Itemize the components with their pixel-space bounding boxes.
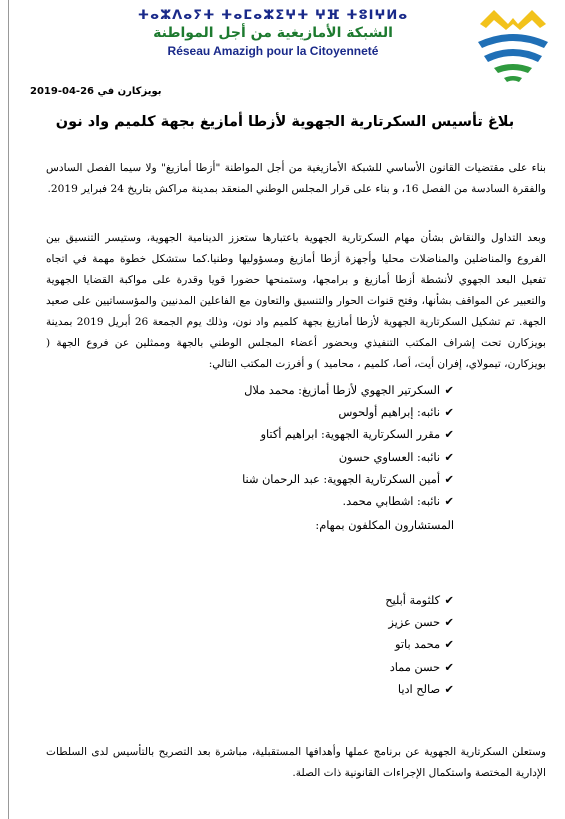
checkmark-icon: ✔ (444, 384, 454, 397)
letterhead-french: Réseau Amazigh pour la Citoyenneté (167, 44, 379, 58)
checkmark-icon: ✔ (444, 494, 454, 508)
checkmark-icon: ✔ (444, 594, 454, 607)
checkmark-icon: ✔ (444, 638, 454, 652)
paragraph-1: بناء على مقتضيات القانون الأساسي للشبكة الأمازيغية من أجل المواطنة "أزطا أمازيغ" ولا سيما الفصل السادس والفقرة السادسة من الفصل 16، و بناء على قرار المجلس الوطني المنعقد بمدينة مراكش بتاريخ 24 فبراير 2019. (46, 162, 546, 195)
list-item: ✔نائبه: العساوي حسون (120, 447, 454, 469)
list-item: ✔نائبه: اشطابي محمد. (120, 491, 454, 513)
letterhead-tifinagh: ⵜⴰⵣⴷⴰⵢⵜ ⵜⴰⵎⴰⵣⵉⵖⵜ ⵖⴼ ⵜⵓⵏⵖⵍⴰ (137, 8, 409, 23)
checkmark-icon: ✔ (444, 682, 454, 696)
paragraph-2: وبعد التداول والنقاش بشأن مهام السكرتارية الجهوية باعتبارها ستعزز الدينامية الجهوية، وستيسر التنسيق بين الفروع والمناضلين والمناضلات محليا وأجهزة أزطا أمازيغ ومسؤوليها وطنيا.كما ستشكل خطوة مهمة في اتجاه تفعيل البعد الجهوي لأنشطة أزطا أمازيغ و برامجها، وستمنحها حضورا قويا وقدرة على مواكبة القضايا الجهوية والتعبير عن المواقف بشأنها، وفتح قنوات الحوار والتنسيق والتعاون مع الفاعلين المدنيين والمؤسساتيين على صعيد الجهة. تم تشكيل السكرتارية الجهوية لأزطا أمازيغ بجهة كلميم واد نون، وذلك يوم الجمعة 26 أبريل 2019 بمدينة بويزكارن تحت إشراف المكتب التنفيذي وبحضور أعضاء المجلس الوطني بالجهة وممثلين عن فروع الجهة ( بويزكارن، تيمولاي، إفران أيت، أصا، كلميم ، محاميد ) و أفرزت المكتب التالي: (46, 232, 546, 370)
list-item: ✔حسن مماد (120, 657, 454, 679)
page-edge-line (8, 0, 9, 819)
letterhead-arabic: الشبكة الأمازيغية من أجل المواطنة (153, 25, 393, 41)
list-item: ✔أمين السكرتارية الجهوية: عبد الرحمان شنا (120, 469, 454, 491)
list-item: ✔محمد باتو (120, 634, 454, 656)
paragraph-3: وستعلن السكرتارية الجهوية عن برنامج عملها وأهدافها المستقبلية، مباشرة بعد التصريح بالتأسيس لدى السلطات الإدارية المختصة واستكمال الإجراءات القانونية ذات الصلة. (46, 746, 546, 779)
list-item: ✔صالح اديا (120, 679, 454, 701)
checkmark-icon: ✔ (444, 616, 454, 630)
list-item: ✔نائبه: إبراهيم أولحوس (120, 402, 454, 424)
checkmark-icon: ✔ (444, 406, 454, 420)
checkmark-icon: ✔ (444, 660, 454, 674)
document-title: بلاغ تأسيس السكرتارية الجهوية لأزطا أمازيغ بجهة كلميم واد نون (55, 114, 515, 130)
checkmark-icon: ✔ (444, 472, 454, 486)
advisors-list (120, 590, 454, 701)
list-item: ✔السكرتير الجهوي لأزطا أمازيغ: محمد ملال (120, 380, 454, 402)
list-item: ✔مقرر السكرتارية الجهوية: ابراهيم أكتاو (120, 424, 454, 446)
organization-logo-icon (470, 6, 556, 86)
list-item: ✔حسن عزيز (120, 612, 454, 634)
list-item: ✔كلثومة أبليح (120, 590, 454, 612)
office-list (120, 380, 454, 537)
checkmark-icon: ✔ (444, 450, 454, 464)
letterhead (128, 8, 418, 58)
advisors-heading: المستشارون المكلفون بمهام: (315, 519, 454, 533)
checkmark-icon: ✔ (444, 428, 454, 442)
date-line: بويزكارن في 26-04-2019 (30, 86, 162, 97)
